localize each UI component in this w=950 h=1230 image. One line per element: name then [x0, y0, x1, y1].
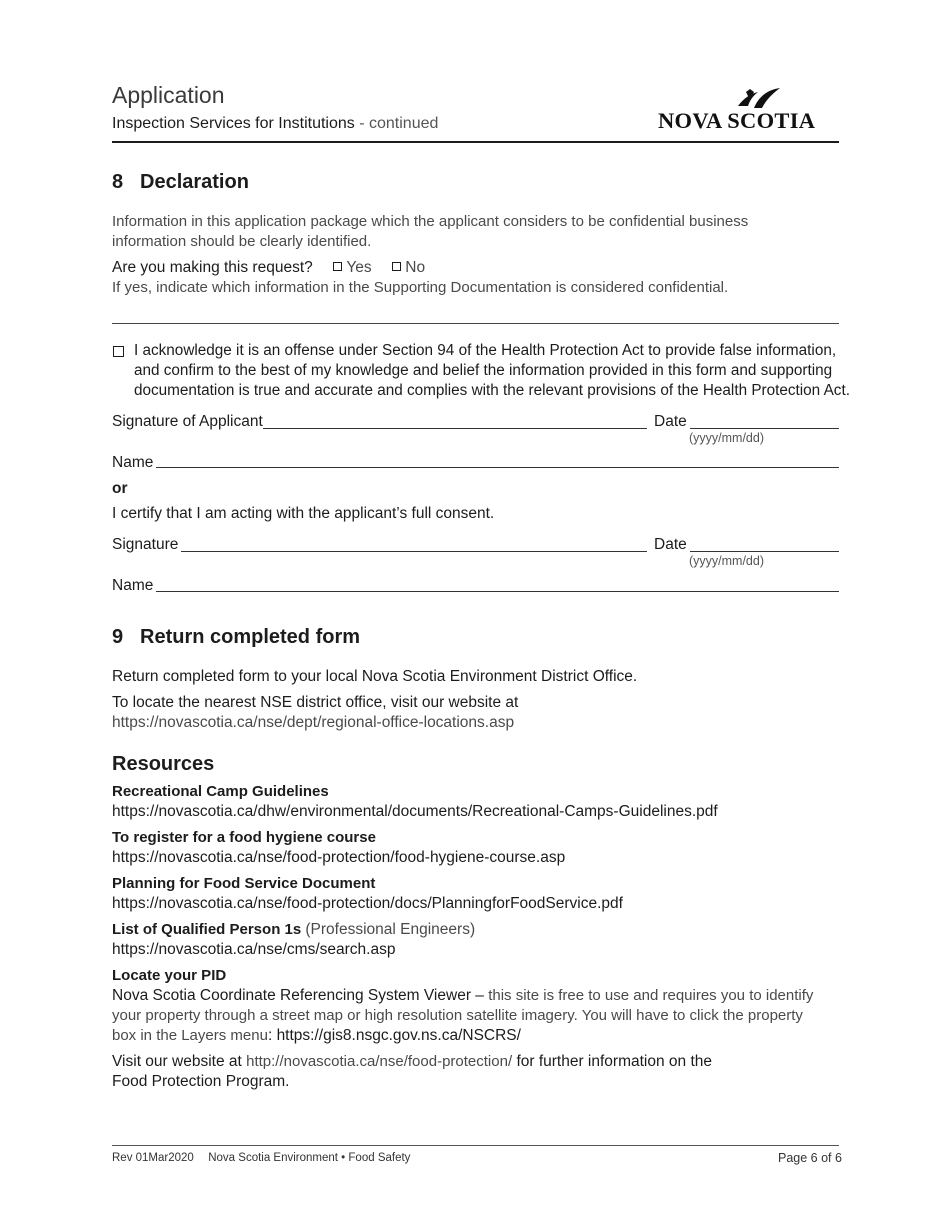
acknowledge-line-3: documentation is true and accurate and complies with the relevant provisions of the Health Protection Act.: [134, 382, 850, 399]
resources-heading: Resources: [112, 753, 215, 775]
request-question-row: [112, 258, 425, 278]
footer-left: [112, 1152, 410, 1164]
resource-heading-4-suffix: (Professional Engineers): [305, 921, 476, 938]
food-protection-link[interactable]: http://novascotia.ca/nse/food-protection/: [246, 1053, 513, 1070]
signature-field[interactable]: [181, 551, 647, 552]
name-field-2[interactable]: [156, 591, 839, 592]
name-field-1[interactable]: [156, 467, 839, 468]
subtitle-text: Inspection Services for Institutions: [112, 115, 355, 132]
declaration-intro: Information in this application package which the applicant considers to be confidential business information should be clearly identified.: [112, 213, 749, 250]
confidential-followup: If yes, indicate which information in the Supporting Documentation is considered confidential.: [112, 279, 729, 296]
pid-line-3: [112, 1027, 521, 1045]
section-9-title: Return completed form: [140, 626, 361, 648]
logo-text: NOVA SCOTIA: [658, 108, 816, 133]
acknowledge-line-2: and confirm to the best of my knowledge and belief the information provided in this form and supporting: [134, 362, 833, 379]
pid-colon: :: [267, 1027, 273, 1044]
page-subtitle: [112, 115, 438, 133]
nova-scotia-logo: [658, 84, 840, 134]
pid-description-1: this site is free to use and requires you to identify: [488, 987, 814, 1004]
header-rule: [112, 141, 839, 143]
visit-line-1: [112, 1053, 712, 1071]
date-hint-1: (yyyy/mm/dd): [689, 431, 764, 445]
name-label-1: Name: [112, 454, 154, 471]
certify-text: I certify that I am acting with the applicant’s full consent.: [112, 505, 495, 522]
date-label-1: Date: [654, 413, 687, 430]
signature-applicant-field[interactable]: [263, 428, 647, 429]
return-line-2: To locate the nearest NSE district office, visit our website at: [112, 694, 519, 711]
date-field-2[interactable]: [690, 551, 839, 552]
visit-line-2: Food Protection Program.: [112, 1073, 290, 1090]
resource-link-1[interactable]: https://novascotia.ca/dhw/environmental/documents/Recreational-Camps-Guidelines.pdf: [112, 803, 718, 820]
or-label: or: [112, 480, 128, 497]
resource-heading-1: Recreational Camp Guidelines: [112, 783, 329, 800]
date-field-1[interactable]: [690, 428, 839, 429]
footer-revision: Rev 01Mar2020: [112, 1152, 194, 1164]
resource-link-3[interactable]: https://novascotia.ca/nse/food-protection/docs/PlanningforFoodService.pdf: [112, 895, 623, 912]
resource-heading-3: Planning for Food Service Document: [112, 875, 376, 892]
footer-rule: [112, 1145, 839, 1146]
resource-heading-4: [112, 921, 475, 939]
section-8-title: Declaration: [140, 171, 249, 193]
return-line-1: Return completed form to your local Nova Scotia Environment District Office.: [112, 668, 638, 685]
section-9-number: 9: [112, 626, 124, 648]
visit-suffix: for further information on the: [516, 1053, 713, 1070]
signature-label: Signature: [112, 536, 179, 553]
request-question: Are you making this request?: [112, 259, 313, 276]
resource-link-4[interactable]: https://novascotia.ca/nse/cms/search.asp: [112, 941, 396, 958]
section-divider: [112, 323, 839, 324]
district-office-link[interactable]: https://novascotia.ca/nse/dept/regional-office-locations.asp: [112, 714, 515, 731]
pid-line-1: [112, 987, 813, 1005]
page-title: Application: [112, 82, 225, 108]
yes-label: Yes: [346, 259, 372, 276]
acknowledge-line-1: I acknowledge it is an offense under Section 94 of the Health Protection Act to provide false information,: [134, 342, 837, 359]
yes-checkbox[interactable]: [333, 262, 342, 271]
pid-line-2: your property through a street map or high resolution satellite imagery. You will have to click the property: [112, 1007, 803, 1024]
resource-link-2[interactable]: https://novascotia.ca/nse/food-protection/food-hygiene-course.asp: [112, 849, 566, 866]
date-label-2: Date: [654, 536, 687, 553]
footer-department: Nova Scotia Environment • Food Safety: [208, 1152, 411, 1164]
page-number: Page 6 of 6: [778, 1151, 842, 1165]
acknowledge-checkbox[interactable]: [113, 346, 124, 357]
date-hint-2: (yyyy/mm/dd): [689, 554, 764, 568]
signature-applicant-label: Signature of Applicant: [112, 413, 263, 430]
section-8-number: 8: [112, 171, 124, 193]
subtitle-suffix: - continued: [359, 115, 439, 132]
no-checkbox[interactable]: [392, 262, 401, 271]
pid-description-3: box in the Layers menu: [112, 1027, 268, 1044]
pid-heading: Locate your PID: [112, 967, 227, 984]
pid-link[interactable]: https://gis8.nsgc.gov.ns.ca/NSCRS/: [276, 1027, 521, 1044]
section-9-heading: [112, 626, 360, 649]
visit-prefix: Visit our website at: [112, 1053, 242, 1070]
pid-viewer-name: Nova Scotia Coordinate Referencing System Viewer –: [112, 987, 484, 1004]
resource-heading-2: To register for a food hygiene course: [112, 829, 376, 846]
name-label-2: Name: [112, 577, 154, 594]
resource-heading-4-text: List of Qualified Person 1s: [112, 921, 302, 938]
no-label: No: [405, 259, 426, 276]
section-8-heading: [112, 171, 249, 194]
